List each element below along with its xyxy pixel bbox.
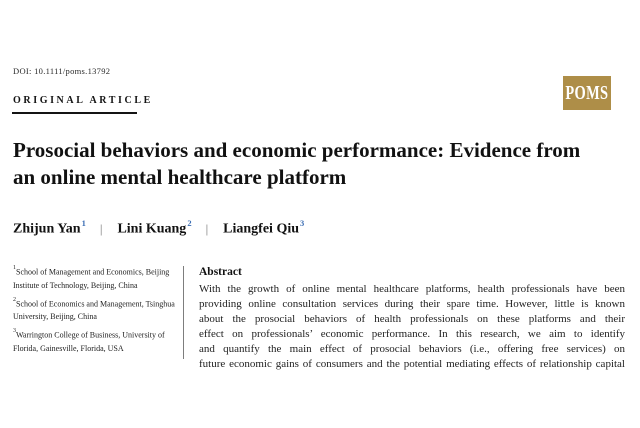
title-line-1: Prosocial behaviors and economic performance: Evidence from [13,138,581,162]
author-2 [117,219,190,238]
author-1-name: Zhijun Yan [13,221,81,237]
authors-row [13,219,303,238]
abstract-line-2: providing online consultation services during their spare time. However, little is known [199,298,625,310]
author-separator: | [205,220,209,236]
author-2-name: Lini Kuang [117,221,187,237]
affiliation-3-text: Warrington College of Business, University of Florida, Gainesville, Florida, USA [13,330,165,353]
affiliation-1-superscript: 1 [13,265,16,271]
author-1-superscript: 1 [81,218,86,228]
author-2-superscript: 2 [187,218,192,228]
page-title [13,137,580,191]
title-line-2: an online mental healthcare platform [13,165,347,189]
affiliation-item-3 [13,327,177,355]
abstract-line-4: effect on professionals’ economic performance. In this research, we aim to identify [199,328,625,340]
affiliation-3-superscript: 3 [13,328,16,335]
affiliation-item-2 [13,296,177,324]
author-3-name: Liangfei Qiu [223,221,300,237]
column-divider [183,266,184,359]
author-3-superscript: 3 [300,218,305,228]
affiliation-2-superscript: 2 [13,296,16,303]
abstract-line-1: With the growth of online mental healthcare platforms, health professionals have been [199,283,625,295]
poms-journal-logo [563,76,611,110]
author-1 [13,219,85,238]
article-type-label: ORIGINAL ARTICLE [13,95,153,106]
affiliation-2-text: School of Economics and Management, Tsinghua University, Beijing, China [13,299,175,322]
affiliation-item-1 [13,264,177,292]
abstract-line-3: about the prosocial behaviors of health professionals on these platforms and their [199,313,625,325]
poms-logo-text: POMS [565,81,609,104]
abstract-heading: Abstract [199,266,242,278]
affiliations-list [13,264,177,359]
affiliation-1-text: School of Management and Economics, Beijing Institute of Technology, Beijing, China [13,267,170,290]
article-type-underline [12,112,137,114]
author-separator: | [99,220,103,236]
abstract-body [199,282,625,370]
abstract-line-6-clipped: future economic gains of consumers and the potential mediating effects of relationship capital [199,358,625,370]
author-3 [223,219,303,238]
abstract-line-5: and quantify the main effect of prosocial behaviors (i.e., offering free services) on [199,343,625,355]
doi-text: DOI: 10.1111/poms.13792 [13,66,111,76]
